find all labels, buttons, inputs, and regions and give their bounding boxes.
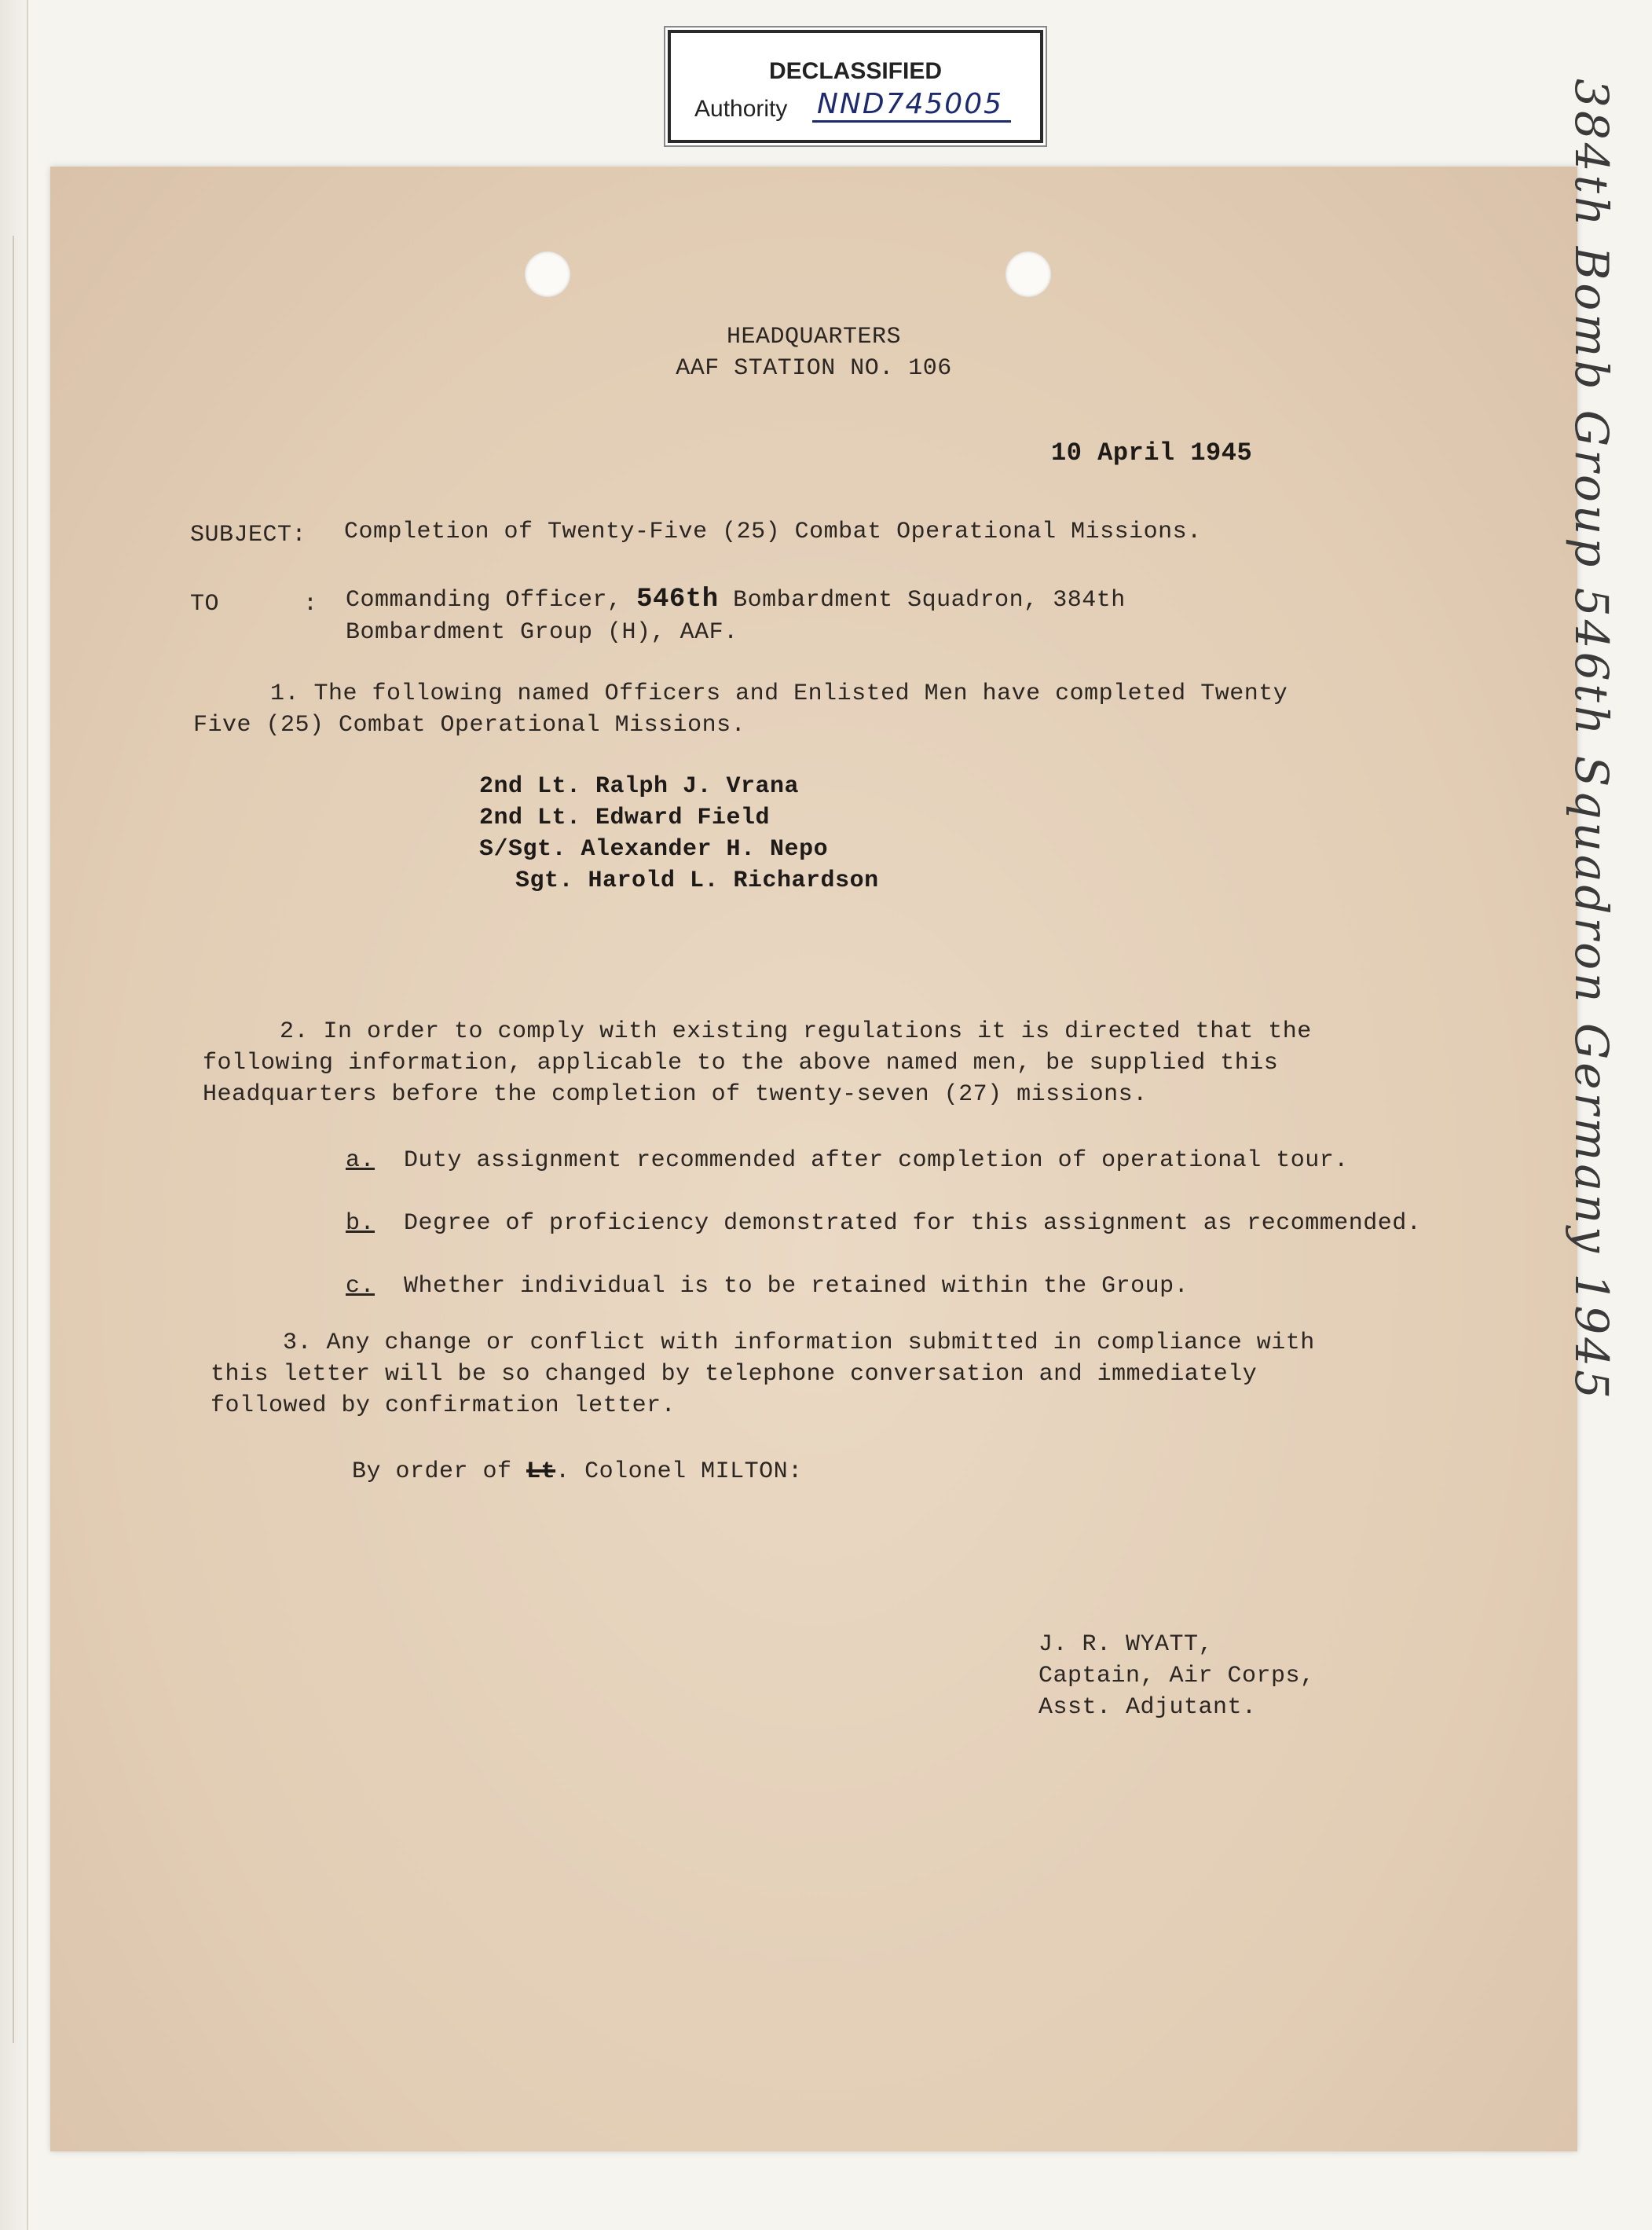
- signature-rank: Captain, Air Corps,: [1038, 1663, 1315, 1689]
- paragraph-1-line-2: Five (25) Combat Operational Missions.: [193, 712, 746, 739]
- item-text: Whether individual is to be retained within the Group.: [404, 1273, 1189, 1300]
- item-letter: c.: [346, 1273, 375, 1300]
- paragraph-3-line-3: followed by confirmation letter.: [211, 1392, 676, 1419]
- handwritten-margin-note: [1565, 47, 1650, 2216]
- by-order-suffix: . Colonel MILTON:: [555, 1458, 803, 1485]
- signature-name: J. R. WYATT,: [1038, 1631, 1214, 1658]
- name-list-item: Sgt. Harold L. Richardson: [515, 867, 879, 894]
- paragraph-2-line-2: following information, applicable to the above named men, be supplied this: [203, 1050, 1279, 1076]
- paragraph-2-line-1: 2. In order to comply with existing regulations it is directed that the: [280, 1018, 1312, 1045]
- subject-text: Completion of Twenty-Five (25) Combat Operational Missions.: [344, 519, 1202, 545]
- by-order-prefix: By order of: [352, 1458, 512, 1485]
- item-text: Duty assignment recommended after completion of operational tour.: [404, 1147, 1349, 1174]
- name-list-item: 2nd Lt. Ralph J. Vrana: [479, 773, 800, 800]
- paragraph-3-line-2: this letter will be so changed by telephone conversation and immediately: [211, 1361, 1258, 1388]
- stamp-authority-number: NND745005: [812, 88, 1011, 123]
- to-label: TO: [190, 591, 220, 618]
- letter-page: [50, 167, 1577, 2151]
- to-line1-suffix: Bombardment Squadron, 384th: [733, 587, 1126, 614]
- item-text: Degree of proficiency demonstrated for this assignment as recommended.: [404, 1210, 1422, 1237]
- name-list-item: 2nd Lt. Edward Field: [479, 805, 771, 831]
- punch-hole: [525, 251, 570, 297]
- item-c: [346, 1273, 1189, 1300]
- item-a: [346, 1147, 1349, 1174]
- subject-label: SUBJECT:: [190, 522, 307, 548]
- letterhead-line-2: AAF STATION NO. 106: [676, 355, 952, 382]
- squadron-number: 546th: [636, 585, 719, 614]
- margin-note-text: 384th Bomb Group 546th Squadron Germany 1945: [1565, 79, 1618, 1403]
- to-colon: :: [303, 591, 318, 618]
- signature-title: Asst. Adjutant.: [1038, 1694, 1257, 1721]
- letter-date: 10 April 1945: [1051, 438, 1253, 468]
- paragraph-1-line-1: 1. The following named Officers and Enlisted Men have completed Twenty: [270, 680, 1288, 707]
- by-order-line: [352, 1458, 803, 1485]
- punch-hole: [1005, 251, 1051, 297]
- to-line1-prefix: Commanding Officer,: [346, 587, 622, 614]
- paragraph-2-line-3: Headquarters before the completion of twenty-seven (27) missions.: [203, 1081, 1148, 1108]
- item-letter: b.: [346, 1210, 375, 1237]
- item-b: [346, 1210, 1421, 1237]
- letterhead-line-1: HEADQUARTERS: [726, 324, 902, 350]
- paragraph-3-line-1: 3. Any change or conflict with information submitted in compliance with: [283, 1330, 1315, 1356]
- declassified-stamp: [668, 30, 1043, 143]
- stamp-title: DECLASSIFIED: [768, 58, 943, 84]
- name-list-item: S/Sgt. Alexander H. Nepo: [479, 836, 829, 863]
- to-addressee-line-2: Bombardment Group (H), AAF.: [346, 619, 738, 646]
- struck-rank: Lt: [526, 1458, 556, 1485]
- adjacent-page-edge: [0, 0, 28, 2230]
- stamp-authority-label: Authority: [694, 96, 788, 122]
- to-addressee-line-1: [346, 585, 1126, 614]
- item-letter: a.: [346, 1147, 375, 1174]
